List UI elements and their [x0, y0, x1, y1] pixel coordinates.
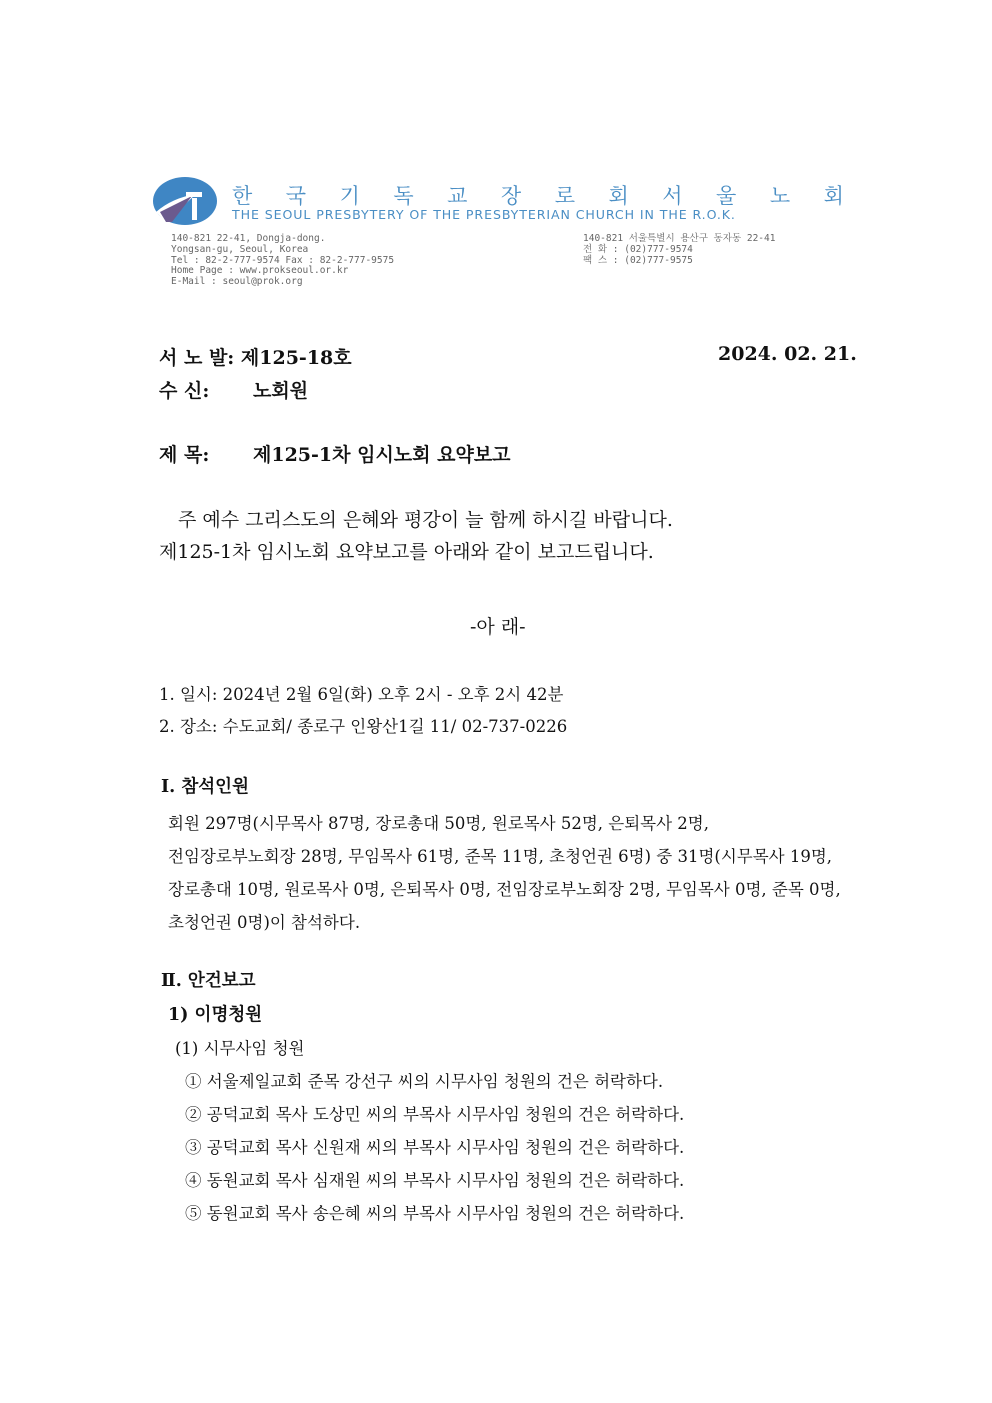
org-char: 교: [447, 184, 468, 208]
address-line: 팩 스 : (02)777-9575: [583, 254, 693, 266]
org-name-ko: [232, 180, 844, 210]
attendance-line: 장로총대 10명, 원로목사 0명, 은퇴목사 0명, 전임장로부노회장 2명, 무임목사 0명, 준목 0명,: [168, 880, 841, 899]
org-char: 국: [285, 184, 307, 208]
address-en: [171, 234, 394, 288]
section-title: Ⅰ. 참석인원: [161, 777, 249, 797]
greeting-line: 주 예수 그리스도의 은혜와 평강이 늘 함께 하시길 바랍니다.: [178, 509, 673, 531]
org-name-en: THE SEOUL PRESBYTERY OF THE PRESBYTERIAN CHURCH IN THE R.O.K.: [232, 207, 736, 222]
address-line: 전 화 : (02)777-9574: [583, 243, 693, 255]
address-line: Yongsan-gu, Seoul, Korea: [171, 243, 309, 255]
address-line: Tel : 82-2-777-9574 Fax : 82-2-777-9575: [171, 254, 395, 266]
address-line: 140-821 22-41, Dongja-dong.: [171, 233, 326, 244]
org-char: 한: [232, 184, 253, 208]
recipient-label: 수 신:: [159, 380, 210, 402]
greeting-line: 제125-1차 임시노회 요약보고를 아래와 같이 보고드립니다.: [159, 541, 654, 563]
list-item: ③ 공덕교회 목사 신원재 씨의 부목사 시무사임 청원의 건은 허락하다.: [185, 1138, 685, 1157]
org-char: 장: [500, 184, 522, 208]
list-item: ② 공덕교회 목사 도상민 씨의 부목사 시무사임 청원의 건은 허락하다.: [185, 1105, 685, 1124]
info-place: 2. 장소: 수도교회/ 종로구 인왕산1길 11/ 02-737-0226: [159, 717, 568, 736]
document-date: 2024. 02. 21.: [718, 343, 857, 365]
list-item: ④ 동원교회 목사 심재원 씨의 부목사 시무사임 청원의 건은 허락하다.: [185, 1171, 685, 1190]
address-line: Home Page : www.prokseoul.or.kr: [171, 265, 349, 277]
org-char: 로: [554, 184, 575, 208]
presbytery-logo-icon: [152, 176, 218, 226]
address-line: E-Mail : seoul@prok.org: [171, 276, 303, 288]
recipient: 노회원: [253, 380, 309, 402]
subsection-title: (1) 시무사임 청원: [175, 1039, 305, 1058]
org-char: 회: [823, 184, 844, 208]
org-char: 노: [769, 184, 791, 208]
info-date-time: 1. 일시: 2024년 2월 6일(화) 오후 2시 - 오후 2시 42분: [159, 685, 564, 704]
org-char: 독: [393, 184, 414, 208]
attendance-line: 초청언권 0명)이 참석하다.: [168, 913, 361, 932]
org-char: 울: [716, 184, 737, 208]
below-title: -아 래-: [470, 616, 526, 638]
attendance-line: 전임장로부노회장 28명, 무임목사 61명, 준목 11명, 초청언권 6명) 중 31명(시무목사 19명,: [168, 847, 833, 866]
attendance-line: 회원 297명(시무목사 87명, 장로총대 50명, 원로목사 52명, 은퇴목사 2명,: [168, 814, 709, 833]
org-char: 회: [608, 184, 629, 208]
subject-label: 제 목:: [159, 444, 210, 466]
subsection-title: 1) 이명청원: [168, 1005, 263, 1025]
org-char: 기: [339, 184, 360, 208]
address-ko: [583, 234, 775, 266]
list-item: ⑤ 동원교회 목사 송은혜 씨의 부목사 시무사임 청원의 건은 허락하다.: [185, 1204, 685, 1223]
document-number: 서 노 발: 제125-18호: [159, 347, 352, 369]
list-item: ① 서울제일교회 준목 강선구 씨의 시무사임 청원의 건은 허락하다.: [185, 1072, 664, 1091]
org-char: 서: [662, 184, 683, 208]
subject: 제125-1차 임시노회 요약보고: [253, 444, 511, 466]
address-line: 140-821 서울특별시 용산구 동자동 22-41: [583, 233, 776, 244]
section-title: Ⅱ. 안건보고: [161, 971, 256, 991]
